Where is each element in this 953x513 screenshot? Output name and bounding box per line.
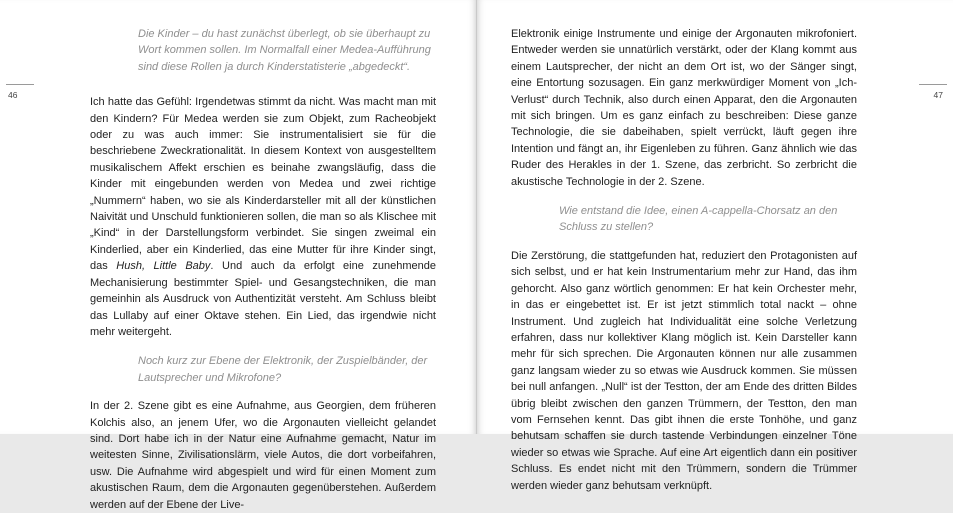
page-number: 46 bbox=[8, 90, 18, 100]
margin-rule bbox=[919, 84, 947, 85]
text-column bbox=[90, 26, 436, 513]
song-title: Hush, Little Baby bbox=[116, 260, 211, 273]
page-number: 47 bbox=[933, 90, 943, 100]
answer-paragraph: Die Zerstörung, die stattgefunden hat, reduziert den Protagonisten auf sich selbst, und er hat kein Instrumentarium mehr zur Hand, das ihm gehorcht. Also ganz wörtlich genommen: Er hat kein Orchester mehr, in das er eingebettet ist. Er ist jetzt stimmlich total nackt – ohne Instrument. Und zugleich hat Individualität eine solche Verletzung erfahren, dass nur kollektiver Klang möglich ist. Kein Darsteller kann mehr für sich sprechen. Die Argonauten können nur alle zusammen ganz langsam wieder zu so etwas wie Ausdruck kommen. Sie müssen bei null anfangen. „Null“ ist der Testton, der am Ende des dritten Bildes übrig bleibt zwischen den ganzen Trümmern, der Testton, den man vom Fernsehen kennt. Das gibt ihnen die erste Tonhöhe, und ganz behutsam schaffen sie durch tastende Verbindungen einzelner Töne wieder so etwas wie Sprache. Auf eine Art eigentlich dann ein positiver Schluss. Es endet nicht mit den Trümmern, sondern die Trümmer werden wieder ganz behutsam verknüpft. bbox=[511, 249, 857, 492]
answer-paragraph bbox=[90, 94, 436, 340]
answer-paragraph: Elektronik einige Instrumente und einige der Argonauten mikrofoniert. Entweder werden sie unnatürlich verstärkt, oder der Klang kommt aus einem Lautsprecher, der nicht an dem Ort ist, wo der Sänger singt, eine Entortung sozusagen. Ein ganz merkwürdiger Moment von „Ich-Verlust“ durch Technik, also durch einen Apparat, den die Argonauten mit sich bringen. Um es ganz einfach zu beschreiben: Diese ganze Technologie, die sie dabeihaben, spielt verrückt, läuft gegen ihre Intention und fängt an, ihr Eigenleben zu führen. Ganz ähnlich wie das Ruder des Herakles in der 1. Szene, das zerbricht. So zerbricht die akustische Technologie in der 2. Szene. bbox=[511, 28, 857, 188]
text-column bbox=[511, 26, 857, 494]
interview-question: Wie entstand die Idee, einen A-cappella-Chorsatz an den Schluss zu stellen? bbox=[559, 205, 838, 234]
answer-text: . Und auch da erfolgt eine zunehmende Mechanisierung bestimmter Spiel- und Gesangstechniken, die man gemeinhin als Ausdruck von Authentizität versteht. Am Schluss bleibt das Lullaby auf einer Oktave stehen. Ein Lied, das irgendwie nicht mehr weitergeht. bbox=[90, 260, 436, 338]
left-page bbox=[0, 0, 476, 511]
right-page bbox=[477, 0, 953, 492]
interview-question: Noch kurz zur Ebene der Elektronik, der Zuspielbänder, der Lautsprecher und Mikrofone? bbox=[138, 355, 428, 384]
answer-text: Ich hatte das Gefühl: Irgendetwas stimmt da nicht. Was macht man mit den Kindern? Für Medea werden sie zum Objekt, zum Racheobjekt oder zu was auch immer: Sie instrumentalisiert sie für die beschriebene Zweckrationalität. In diesem Kontext von ausgestelltem musikalischem Affekt erschien es beinahe zwangsläufig, dass die Kinder mit eingebunden werden von Medea und zwei richtige „Nummern“ haben, wo sie als Kinderdarsteller mit all der künstlichen Naivität und Unschuld funktionieren sollen, die man so als Klischee mit „Kind“ in der Darstellungsform verbindet. Sie singen zweimal ein Kinderlied, aber ein Kinderlied, das eine Mutter für ihre Kinder singt, das bbox=[90, 96, 436, 273]
margin-rule bbox=[6, 84, 34, 85]
interview-question: Die Kinder – du hast zunächst überlegt, ob sie überhaupt zu Wort kommen sollen. Im Normalfall einer Medea-Aufführung sind diese Rollen ja durch Kinderstatisterie „abgedeckt“. bbox=[138, 28, 431, 73]
answer-paragraph: In der 2. Szene gibt es eine Aufnahme, aus Georgien, dem früheren Kolchis also, an jenem Ufer, wo die Argonauten vielleicht gelandet sind. Dort habe ich in der Natur eine Aufnahme gemacht, Natur im weitesten Sinne, Zivilisationslärm, viele Autos, die dort vorbeifahren, usw. Die Aufnahme wird abgespielt und wird für einen Moment zum akustischen Raum, dem die Argonauten gegenüberstehen. Außerdem werden auf der Ebene der Live- bbox=[90, 400, 436, 511]
